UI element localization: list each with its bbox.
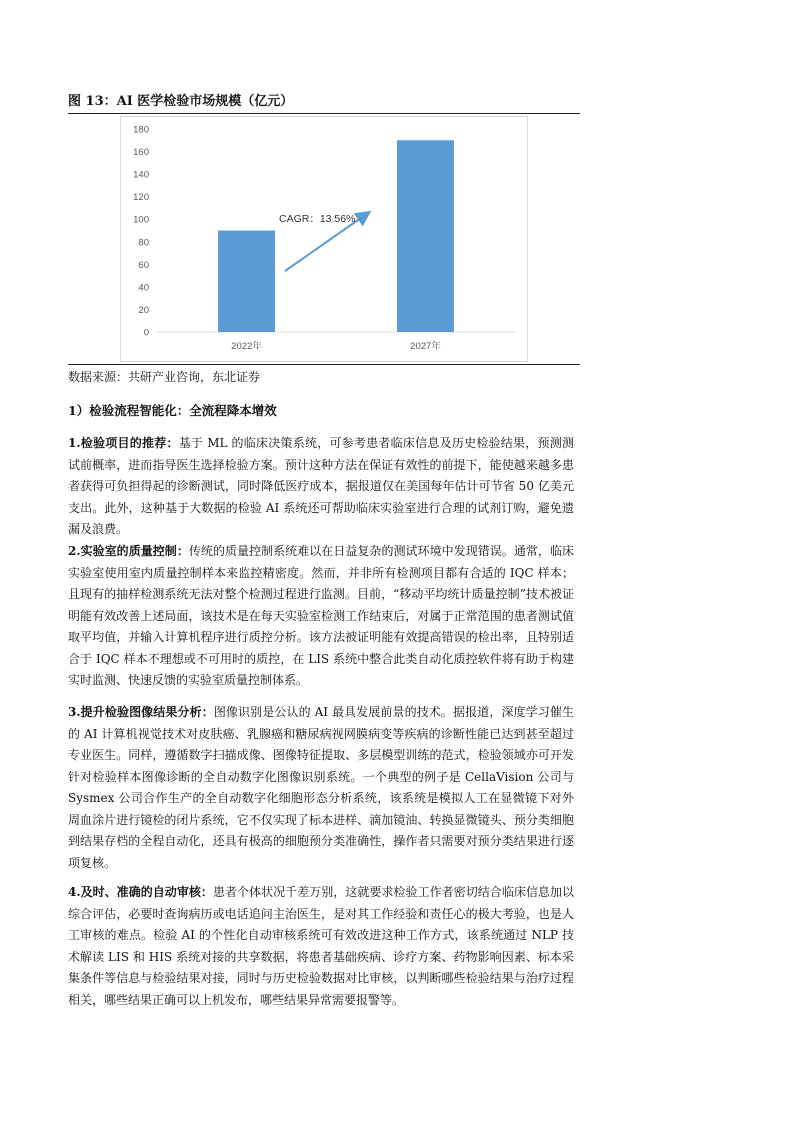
y-tick-label: 0 xyxy=(143,327,149,339)
paragraph-lead: 3.提升检验图像结果分析： xyxy=(68,705,214,719)
y-tick-label: 160 xyxy=(133,147,149,159)
x-axis-ticks xyxy=(231,340,441,352)
y-tick-label: 60 xyxy=(138,259,149,271)
figure-title: 图 13：AI 医学检验市场规模（亿元） xyxy=(68,93,580,114)
paragraph-text: 传统的质量控制系统难以在日益复杂的测试环境中发现错误。通常，临床实验室使用室内质量控制样本来监控精密度。然而，并非所有检测项目都有合适的 IQC 样本；且现有的抽样检测系统无法对整个检测过程进行监测。目前，“移动平均统计质量控制”技术被证明能有效改善上述局面，该技术是在每天实验室检测工作结束后，对属于正常范围的患者测试值取平均值，并输入计算机程序进行质控分析。该方法被证明能有效提高错误的检出率，且特别适合于 IQC 样本不理想或不可用时的质控，在 LIS 系统中整合此类自动化质控软件将有助于构建实时监测、快速反馈的实验室质量控制体系。 xyxy=(68,544,574,687)
section-heading: 1）检验流程智能化：全流程降本增效 xyxy=(68,403,277,418)
bar-2022年 xyxy=(218,231,275,333)
y-axis-ticks xyxy=(133,125,149,339)
x-tick-label: 2027年 xyxy=(410,341,441,352)
y-tick-label: 140 xyxy=(133,169,149,181)
figure-source: 数据来源：共研产业咨询，东北证券 xyxy=(68,364,580,386)
cagr-annotation: CAGR：13.56% xyxy=(279,213,356,225)
y-tick-label: 100 xyxy=(133,214,149,226)
paragraph-quality-control xyxy=(68,541,574,692)
paragraph-lead: 4.及时、准确的自动审核： xyxy=(68,885,213,899)
y-tick-label: 20 xyxy=(138,304,149,316)
paragraph-lead: 1.检验项目的推荐： xyxy=(68,436,179,450)
paragraph-text: 图像识别是公认的 AI 最具发展前景的技术。据报道，深度学习催生的 AI 计算机视觉技术对皮肤癌、乳腺癌和糖尿病视网膜病变等疾病的诊断性能已达到甚至超过专业医生。同样，遵循数字扫描成像、图像特征提取、多层模型训练的范式，检验领域亦可开发针对检验样本图像诊断的全自动数字化图像识别系统。一个典型的例子是 CellaVision 公司与 Sysmex 公司合作生产的全自动数字化细胞形态分析系统，该系统是模拟人工在显微镜下对外周血涂片进行镜检的闭片系统，它不仅实现了标本进样、滴加镜油、转换显微镜头、预分类细胞到结果存档的全程自动化，还具有极高的细胞预分类准确性，操作者只需要对预分类结果进行逐项复核。 xyxy=(68,705,574,870)
bar-chart xyxy=(120,116,528,362)
chart-canvas xyxy=(121,117,527,361)
y-tick-label: 80 xyxy=(138,237,149,249)
paragraph-auto-review xyxy=(68,882,574,1011)
paragraph-text: 基于 ML 的临床决策系统，可参考患者临床信息及历史检验结果，预测测试前概率，进而指导医生选择检验方案。预计这种方法在保证有效性的前提下，能使越来越多患者获得可负担得起的诊断测试，同时降低医疗成本，据报道仅在美国每年估计可节省 50 亿美元支出。此外，这种基于大数据的检验 AI 系统还可帮助临床实验室进行合理的试剂订购，避免遗漏及浪费。 xyxy=(68,436,574,536)
x-tick-label: 2022年 xyxy=(231,341,262,352)
y-tick-label: 120 xyxy=(133,192,149,204)
paragraph-text: 患者个体状况千差万别，这就要求检验工作者密切结合临床信息加以综合评估，必要时查询病历或电话追问主治医生，是对其工作经验和责任心的极大考验，也是人工审核的难点。检验 AI 的个性化自动审核系统可有效改进这种工作方式，该系统通过 NLP 技术解读 LIS 和 HIS 系统对接的共享数据，将患者基础疾病、诊疗方案、药物影响因素、标本采集条件等信息与检验结果对接，同时与历史检验数据对比审核，以判断哪些检验结果与治疗过程相关，哪些结果正确可以上机发布，哪些结果异常需要报警等。 xyxy=(68,885,574,1007)
y-tick-label: 180 xyxy=(133,124,149,136)
paragraph-image-analysis xyxy=(68,702,574,874)
paragraph-test-recommendation xyxy=(68,433,574,541)
paragraph-lead: 2.实验室的质量控制： xyxy=(68,544,189,558)
y-tick-label: 40 xyxy=(138,282,149,294)
bar-2027年 xyxy=(397,140,454,332)
